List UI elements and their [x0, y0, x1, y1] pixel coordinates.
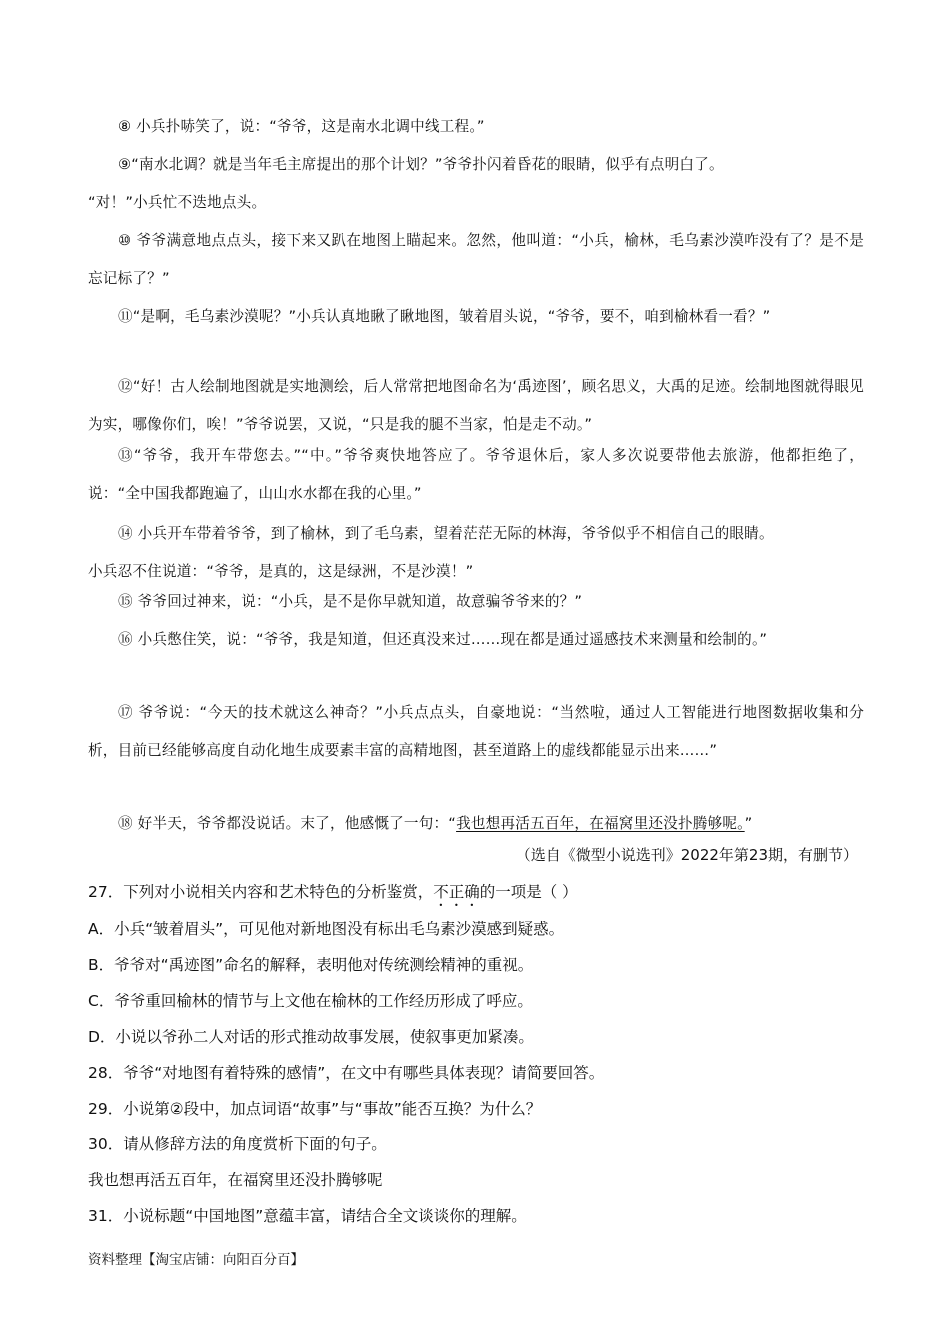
- question-31: 31．小说标题“中国地图”意蕴丰富，请结合全文谈谈你的理解。: [88, 1207, 527, 1225]
- paragraph-15: ⑮ 爷爷回过神来，说：“小兵，是不是你早就知道，故意骗爷爷来的？”: [118, 593, 583, 610]
- paragraph-9: ⑨“南水北调？就是当年毛主席提出的那个计划？”爷爷扑闪着昏花的眼睛，似乎有点明白了。: [118, 156, 724, 173]
- paragraph-14: ⑭ 小兵开车带着爷爷，到了榆林，到了毛乌素，望着茫茫无际的林海，爷爷似乎不相信自己的眼睛。: [118, 525, 774, 542]
- paragraph-17: ⑰ 爷爷说：“今天的技术就这么神奇？”小兵点点头，自豪地说：“当然啦，通过人工智能进行地图数据收集和分析，目前已经能够高度自动化地生成要素丰富的高精地图，甚至道路上的虚线都能显示出来……”: [88, 704, 864, 759]
- question-27-emphasis: 不正确: [433, 883, 480, 901]
- question-27: [88, 880, 868, 910]
- question-27-stem: 27．下列对小说相关内容和艺术特色的分析鉴赏，: [88, 883, 434, 901]
- paragraph-12: ⑫“好！古人绘制地图就是实地测绘，后人常常把地图命名为‘禹迹图’，顾名思义，大禹的足迹。绘制地图就得眼见为实，哪像你们，唉！”爷爷说罢，又说，“只是我的腿不当家，怕是走不动。”: [88, 378, 864, 433]
- paragraph-16: ⑯ 小兵憋住笑，说：“爷爷，我是知道，但还真没来过……现在都是通过遥感技术来测量和绘制的。”: [118, 631, 768, 648]
- question-29: 29．小说第②段中，加点词语“故事”与“事故”能否互换？为什么？: [88, 1100, 542, 1118]
- question-30: 30．请从修辞方法的角度赏析下面的句子。: [88, 1135, 387, 1153]
- paragraph-18-close-quote: ”: [744, 815, 753, 832]
- paragraph-18-lead: ⑱ 好半天，爷爷都没说话。末了，他感慨了一句：“: [118, 815, 457, 832]
- underlined-sentence: 我也想再活五百年，在福窝里还没扑腾够呢。: [456, 815, 745, 832]
- option-b: B．爷爷对“禹迹图”命名的解释，表明他对传统测绘精神的重视。: [88, 956, 534, 974]
- paragraph-11: ⑪“是啊，毛乌素沙漠呢？”小兵认真地瞅了瞅地图，皱着眉头说，“爷爷，要不，咱到榆林看一看？”: [118, 308, 771, 325]
- option-d: D．小说以爷孙二人对话的形式推动故事发展，使叙事更加紧凑。: [88, 1028, 534, 1046]
- paragraph-9-reply: “对！”小兵忙不迭地点头。: [88, 194, 267, 211]
- footer-note: 资料整理【淘宝店铺：向阳百分百】: [88, 1252, 304, 1268]
- question-30-sentence: 我也想再活五百年，在福窝里还没扑腾够呢: [88, 1171, 383, 1189]
- paragraph-8: ⑧ 小兵扑哧笑了，说：“爷爷，这是南水北调中线工程。”: [118, 118, 485, 135]
- paragraph-10: ⑩ 爷爷满意地点点头，接下来又趴在地图上瞄起来。忽然，他叫道：“小兵，榆林，毛乌素沙漠咋没有了？是不是忘记标了？”: [88, 232, 864, 287]
- option-a: A．小兵“皱着眉头”，可见他对新地图没有标出毛乌素沙漠感到疑惑。: [88, 920, 565, 938]
- source-citation: （选自《微型小说选刊》2022年第23期，有删节）: [515, 846, 858, 864]
- option-c: C．爷爷重回榆林的情节与上文他在榆林的工作经历形成了呼应。: [88, 992, 533, 1010]
- paragraph-14-cont: 小兵忍不住说道：“爷爷，是真的，这是绿洲，不是沙漠！”: [88, 563, 474, 580]
- paragraph-18: [88, 805, 864, 843]
- question-28: 28．爷爷“对地图有着特殊的感情”，在文中有哪些具体表现？请简要回答。: [88, 1064, 605, 1082]
- question-27-tail: 的一项是（ ）: [479, 883, 578, 901]
- paragraph-13: ⑬“爷爷，我开车带您去。”“中。”爷爷爽快地答应了。爷爷退休后，家人多次说要带他去旅游，他都拒绝了，说：“全中国我都跑遍了，山山水水都在我的心里。”: [88, 447, 864, 502]
